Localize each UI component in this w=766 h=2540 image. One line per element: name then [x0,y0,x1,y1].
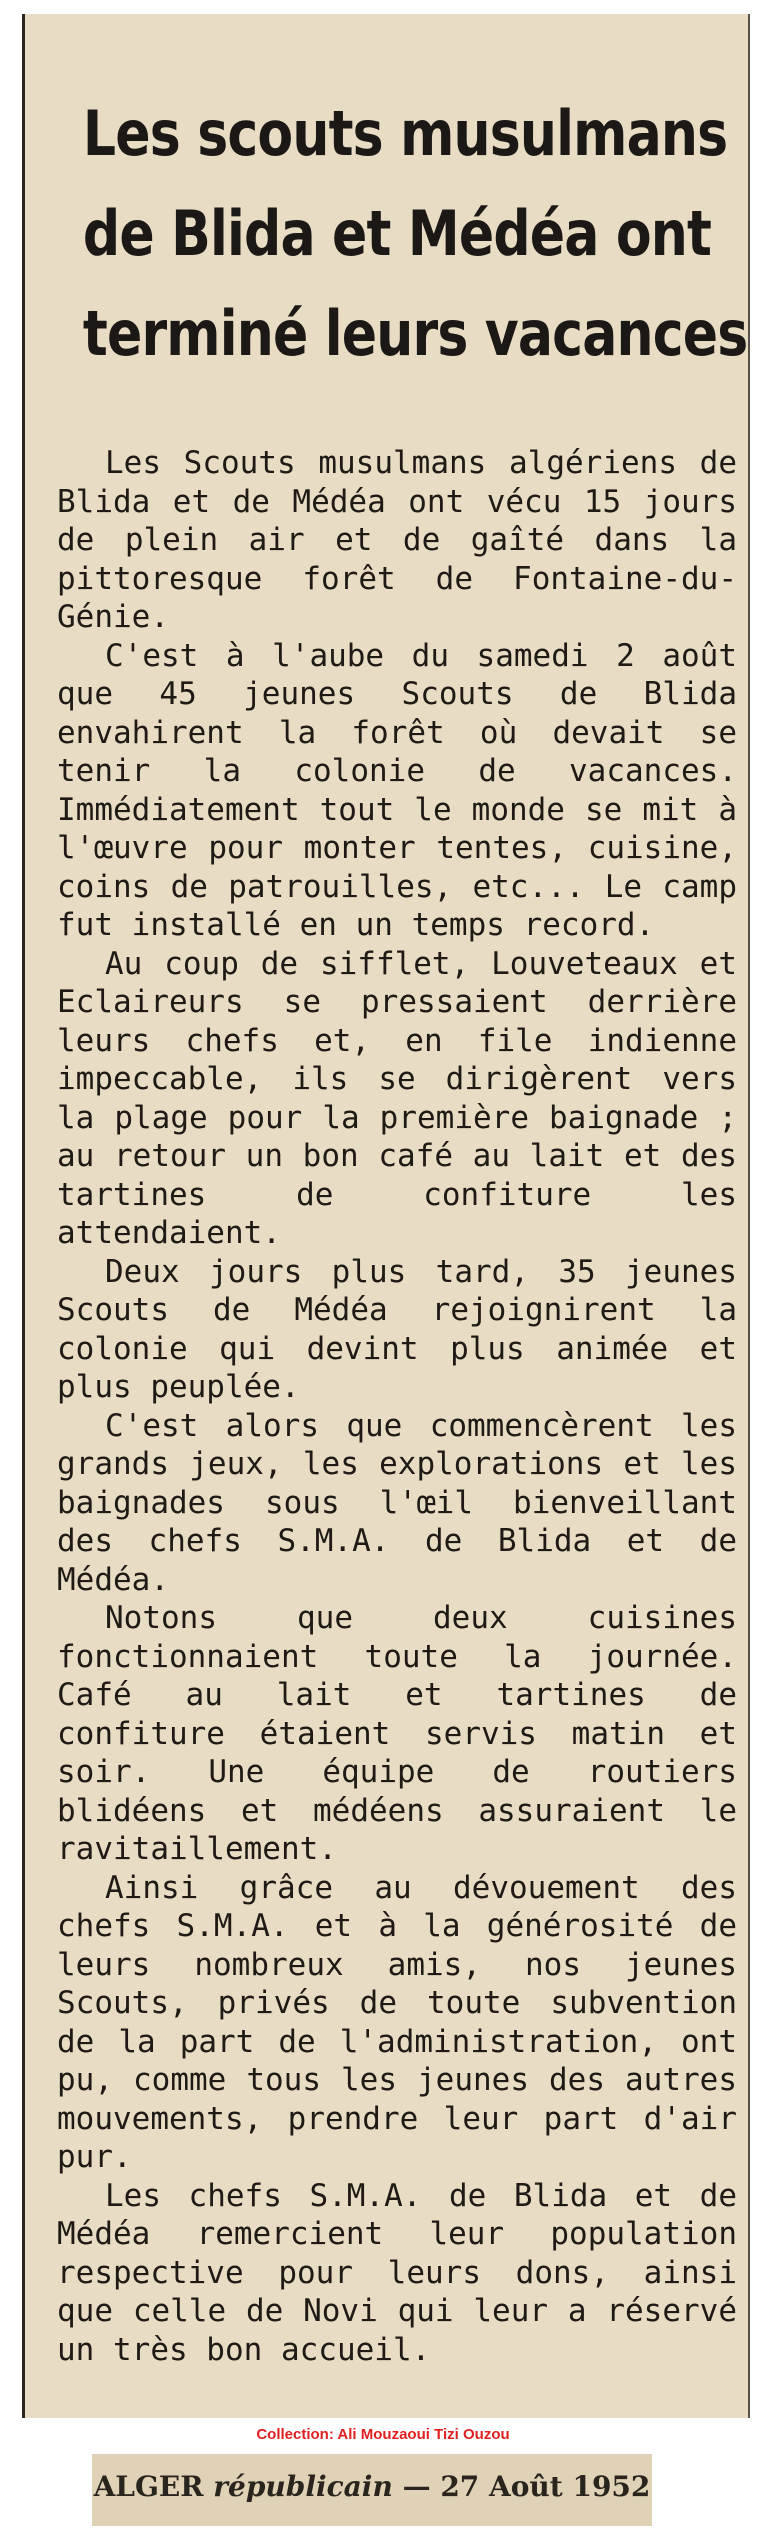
article-paragraph: Deux jours plus tard, 35 jeunes Scouts de Médéa rejoignirent la colonie qui devint plus animée et plus peuplée. [57,1253,737,1405]
headline-line-2: de Blida et Médéa ont [82,197,712,270]
article-paragraph: Les chefs S.M.A. de Blida et de Médéa remercient leur population respective pour leurs dons, ainsi que celle de Novi qui leur a réservé un très bon accueil. [57,2177,737,2368]
source-caption-text [92,2470,652,2503]
article-paragraph: Ainsi grâce au dévouement des chefs S.M.A. et à la générosité de leurs nombreux amis, nos jeunes Scouts, privés de toute subvention de la part de l'administration, ont pu, comme tous les jeunes des autres mouvements, prendre leur part d'air pur. [57,1869,737,2175]
article-paragraph: Les Scouts musulmans algériens de Blida et de Médéa ont vécu 15 jours de plein air et de gaîté dans la pittoresque forêt de Fontaine-du-Génie. [57,445,737,635]
headline-line-3: terminé leurs vacances [82,297,748,370]
article-paragraph: C'est à l'aube du samedi 2 août que 45 jeunes Scouts de Blida envahirent la forêt où devait se tenir la colonie de vacances. Immédiatement tout le monde se mit à l'œuvre pour monter tentes, cuisine, coins de patrouilles, etc... Le camp fut installé en un temps record. [57,637,737,943]
caption-separator: — [402,2470,431,2503]
article-paragraph: C'est alors que commencèrent les grands jeux, les explorations et les baignades sous l'œil bienveillant des chefs S.M.A. de Blida et de Médéa. [57,1407,737,1598]
faded-section-header [143,18,663,67]
newspaper-name-suffix: républicain [213,2470,393,2503]
newspaper-clipping [22,14,750,2418]
article-headline [82,84,748,384]
headline-line-1: Les scouts musulmans [82,97,728,170]
source-caption [92,2454,652,2526]
publication-date: 27 Août 1952 [440,2470,651,2503]
article-paragraph: Notons que deux cuisines fonctionnaient toute la journée. Café au lait et tartines de confiture étaient servis matin et soir. Une équipe de routiers blidéens et médéens assuraient le ravitaillement. [57,1600,737,1867]
newspaper-name: ALGER [93,2470,204,2503]
collection-credit: Collection: Ali Mouzaoui Tizi Ouzou [256,2426,510,2443]
article-paragraph: Au coup de sifflet, Louveteaux et Eclaireurs se pressaient derrière leurs chefs et, en file indienne impeccable, ils se dirigèrent vers la plage pour la première baignade ; au retour un bon café au lait et des tartines de confiture les attendaient. [57,945,737,1251]
article-body [57,444,737,2369]
